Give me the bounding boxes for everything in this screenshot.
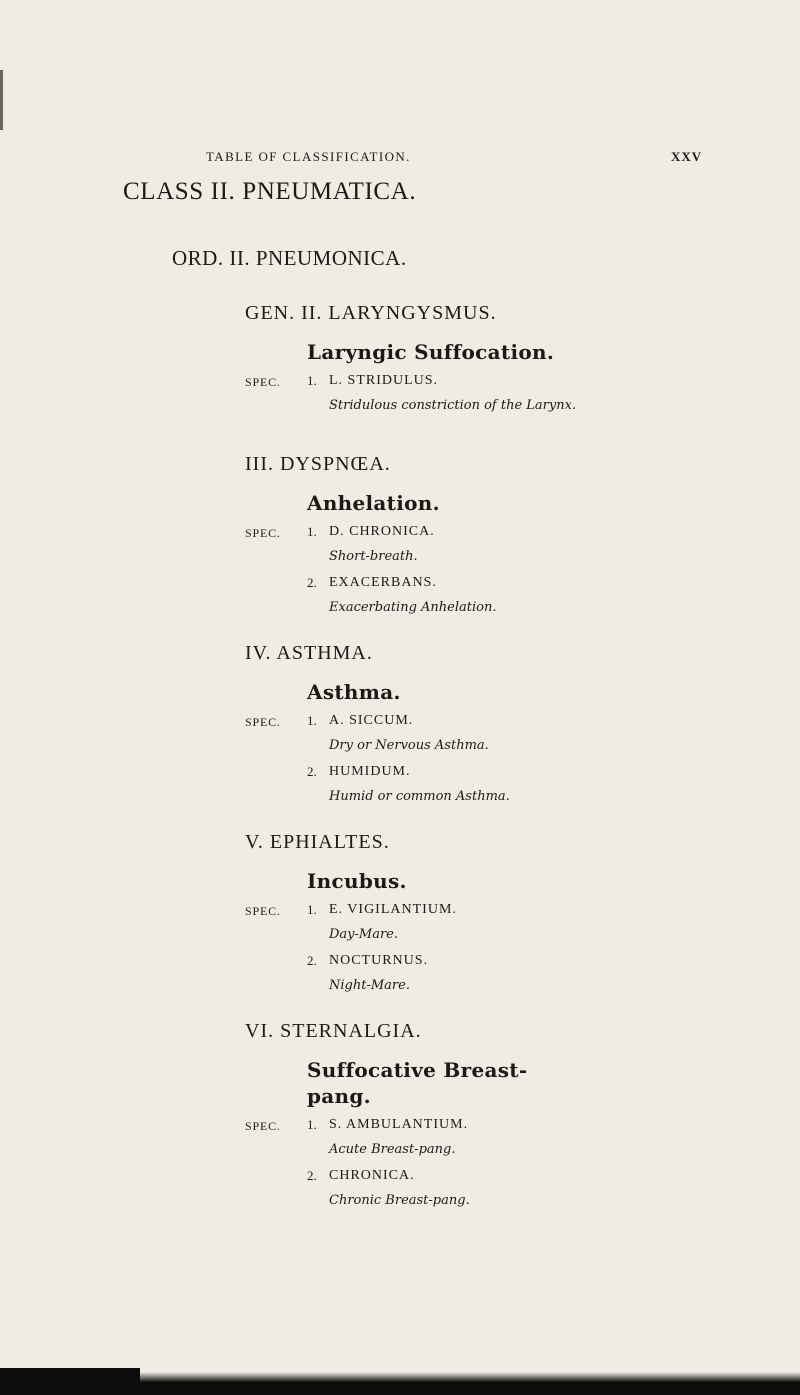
species-latin-name: HUMIDUM. xyxy=(329,764,411,779)
species-latin-name: A. SICCUM. xyxy=(329,713,414,728)
species-latin-name: EXACERBANS. xyxy=(329,575,437,590)
species-latin-name: L. STRIDULUS. xyxy=(329,373,439,388)
species-number: 1. xyxy=(307,373,317,388)
genus-title: III. DYSPNŒA. xyxy=(245,453,391,475)
species-latin-name: E. VIGILANTIUM. xyxy=(329,902,457,917)
species-number: 2. xyxy=(307,575,317,590)
genus-title: V. EPHIALTES. xyxy=(245,831,390,853)
species-english-name: Night-Mare. xyxy=(329,978,410,993)
species-english-name: Exacerbating Anhelation. xyxy=(329,600,497,615)
genus-dyspnoea xyxy=(245,452,745,626)
species-label: SPEC. xyxy=(245,1119,281,1133)
species-number: 1. xyxy=(307,524,317,539)
species-entry xyxy=(245,902,745,924)
species-latin-name: NOCTURNUS. xyxy=(329,953,429,968)
genus-english-name: Incubus. xyxy=(307,869,407,893)
order-heading: ORD. II. PNEUMONICA. xyxy=(172,246,407,270)
genus-title: GEN. II. LARYNGYSMUS. xyxy=(245,302,497,324)
species-entry xyxy=(245,764,745,786)
species-english-name: Dry or Nervous Asthma. xyxy=(329,738,489,753)
scan-shadow xyxy=(0,1372,800,1395)
species-latin-name: S. AMBULANTIUM. xyxy=(329,1117,469,1132)
species-number: 2. xyxy=(307,764,317,779)
species-list xyxy=(245,713,745,806)
species-number: 1. xyxy=(307,1117,317,1132)
species-list xyxy=(245,902,745,995)
species-label: SPEC. xyxy=(245,904,281,918)
species-label: SPEC. xyxy=(245,715,281,729)
genus-english-name: Anhelation. xyxy=(307,491,440,515)
page-number: XXV xyxy=(671,149,703,164)
species-number: 2. xyxy=(307,953,317,968)
class-heading: CLASS II. PNEUMATICA. xyxy=(123,178,417,205)
genus-english-name: Suffocative Breast-pang. xyxy=(307,1058,528,1108)
genus-sternalgia xyxy=(245,1019,745,1219)
species-list xyxy=(245,524,745,617)
species-label: SPEC. xyxy=(245,375,281,389)
genus-ephialtes xyxy=(245,830,745,1004)
species-entry xyxy=(245,373,745,395)
species-english-name: Acute Breast-pang. xyxy=(329,1142,456,1157)
species-entry xyxy=(245,1168,745,1190)
genus-title: IV. ASTHMA. xyxy=(245,642,373,664)
species-entry xyxy=(245,575,745,597)
species-english-name: Chronic Breast-pang. xyxy=(329,1193,470,1208)
species-english-name: Stridulous constriction of the Larynx. xyxy=(329,398,577,413)
species-entry xyxy=(245,1117,745,1139)
species-number: 1. xyxy=(307,902,317,917)
species-list xyxy=(245,1117,745,1210)
species-number: 2. xyxy=(307,1168,317,1183)
running-head-title: TABLE OF CLASSIFICATION. xyxy=(206,149,411,164)
species-list xyxy=(245,373,745,415)
species-entry xyxy=(245,953,745,975)
page-edge xyxy=(0,70,3,130)
species-english-name: Day-Mare. xyxy=(329,927,399,942)
genus-english-name: Laryngic Suffocation. xyxy=(307,340,555,364)
species-entry xyxy=(245,713,745,735)
species-number: 1. xyxy=(307,713,317,728)
species-latin-name: CHRONICA. xyxy=(329,1168,415,1183)
genus-english-name: Asthma. xyxy=(307,680,401,704)
species-label: SPEC. xyxy=(245,526,281,540)
running-head xyxy=(0,149,800,169)
genus-asthma xyxy=(245,641,745,815)
species-entry xyxy=(245,524,745,546)
species-english-name: Short-breath. xyxy=(329,549,418,564)
genus-laryngysmus xyxy=(245,301,745,424)
species-latin-name: D. CHRONICA. xyxy=(329,524,435,539)
genus-title: VI. STERNALGIA. xyxy=(245,1020,422,1042)
species-english-name: Humid or common Asthma. xyxy=(329,789,510,804)
